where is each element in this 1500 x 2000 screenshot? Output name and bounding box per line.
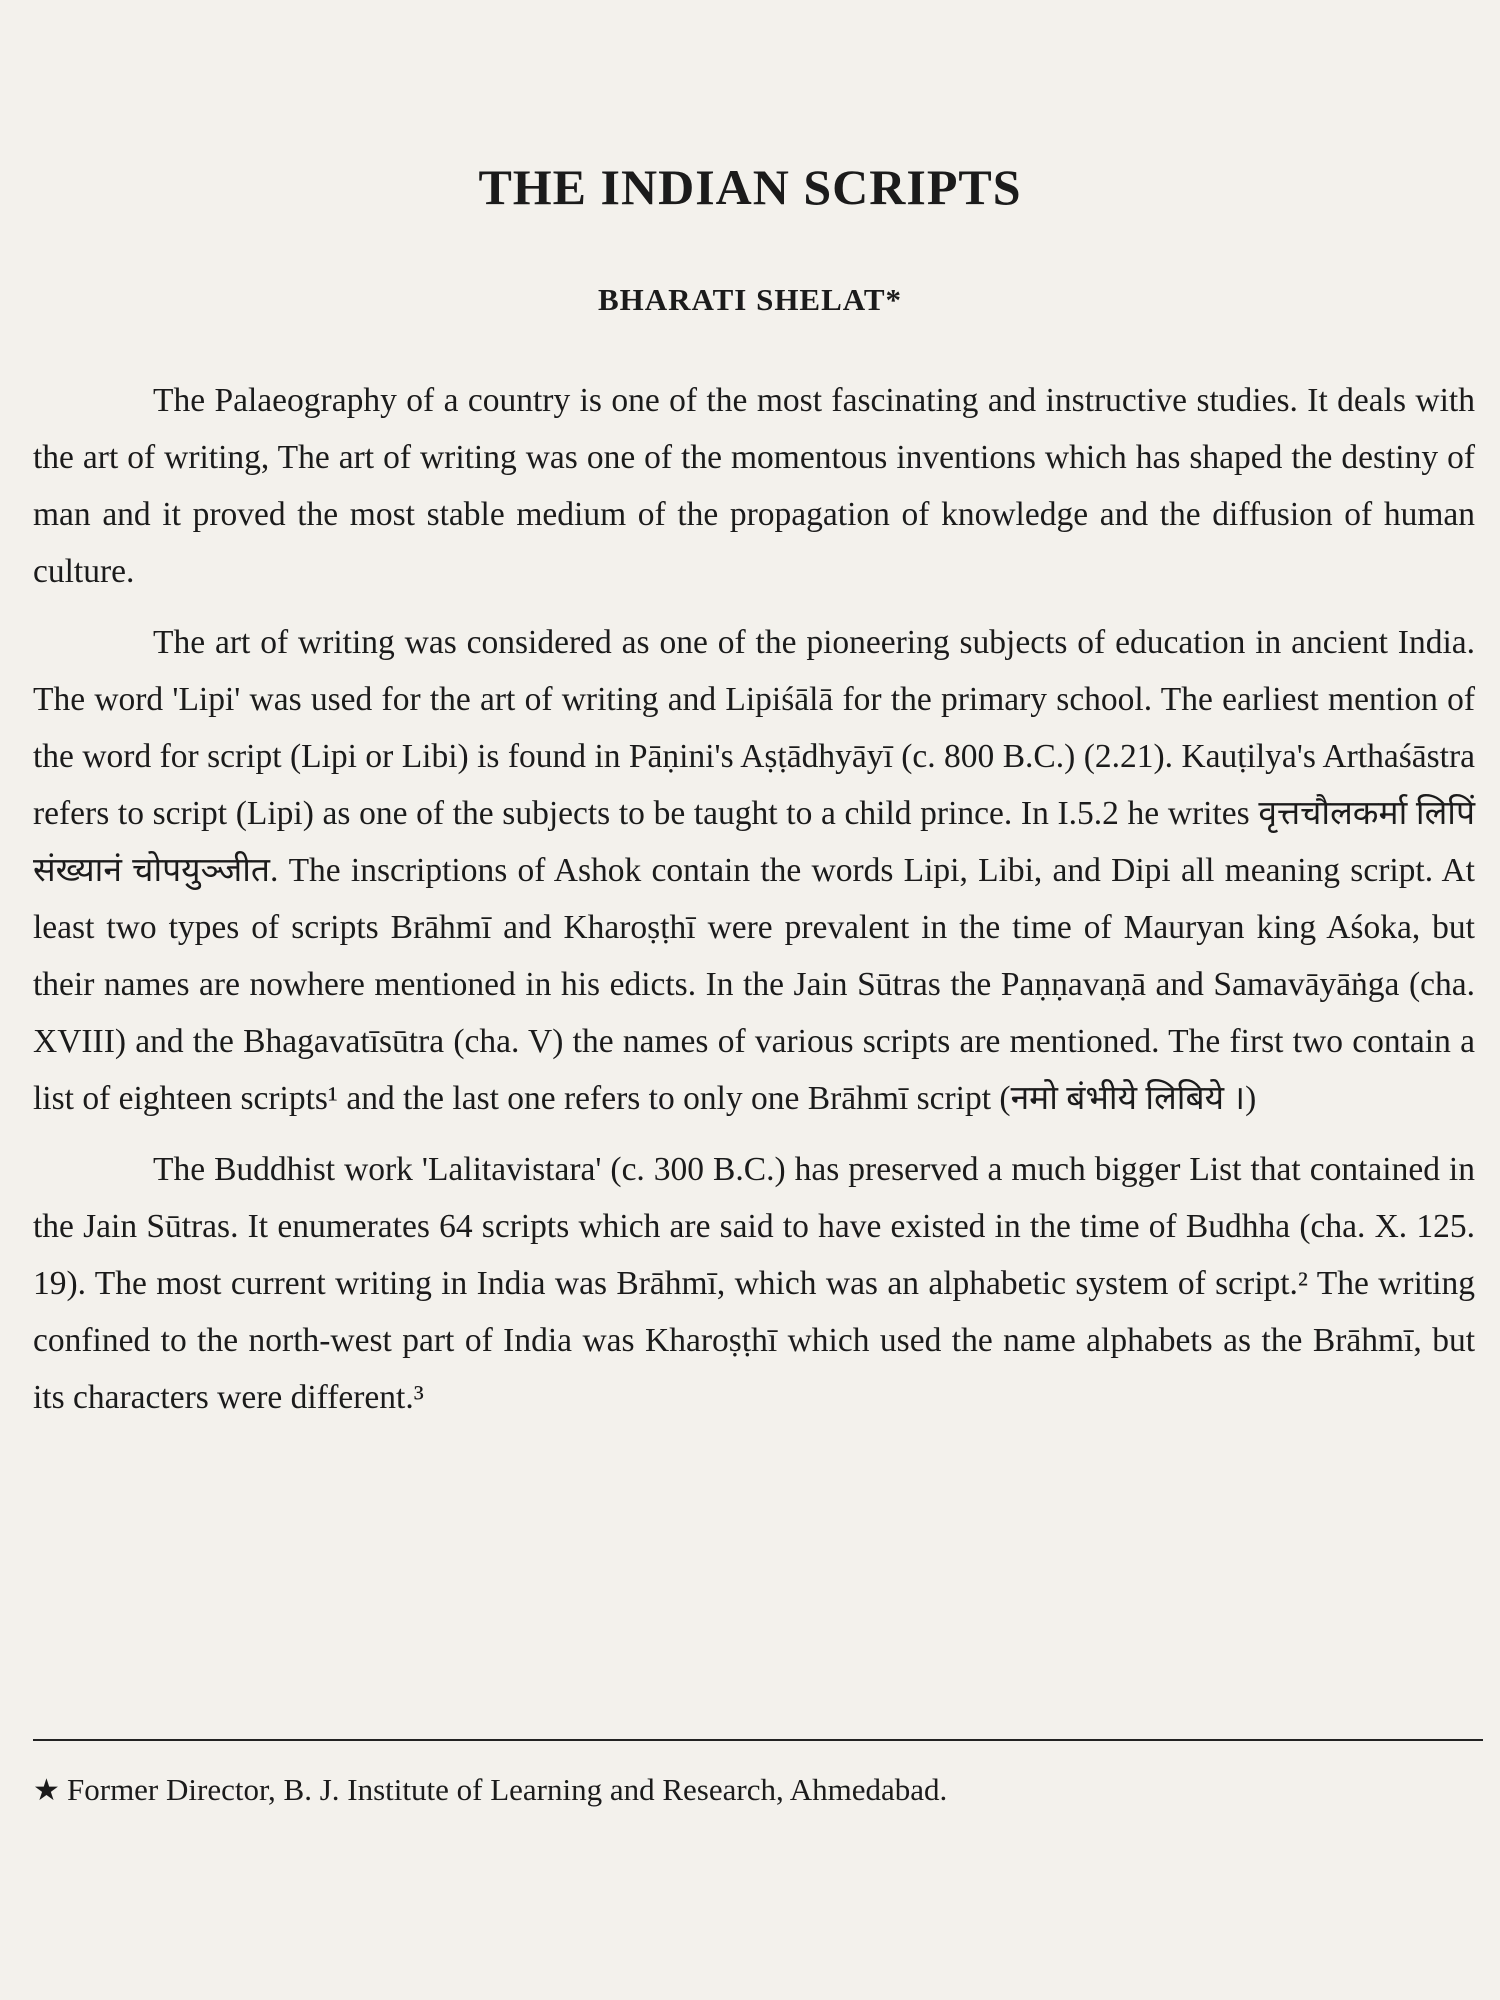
author-name: BHARATI SHELAT* [597,282,903,317]
article-body [33,372,1475,1426]
footnote [33,1772,1473,1808]
paragraph-2: The art of writing was considered as one of the pioneering subjects of education in ancient India. The word 'Lipi' was used for the art of writing and Lipiśālā for the primary school. The earliest mention of the word for script (Lipi or Libi) is found in Pāṇini's Aṣṭādhyāyī (c. 800 B.C.) (2.21). Kauṭilya's Arthaśāstra refers to script (Lipi) as one of the subjects to be taught to a child prince. In I.5.2 he writes वृत्तचौलकर्मा लिपिं संख्यानं चोपयुञ्जीत. The inscriptions of Ashok contain the words Lipi, Libi, and Dipi all meaning script. At least two types of scripts Brāhmī and Kharoṣṭhī were prevalent in the time of Mauryan king Aśoka, but their names are nowhere mentioned in his edicts. In the Jain Sūtras the Paṇṇavaṇā and Samavāyāṅga (cha. XVIII) and the Bhagavatīsūtra (cha. V) the names of various scripts are mentioned. The first two contain a list of eighteen scripts¹ and the last one refers to only one Brāhmī script (नमो बंभीये लिबिये ।) [33,624,1475,1117]
paragraph-3: The Buddhist work 'Lalitavistara' (c. 300 B.C.) has preserved a much bigger List that contained in the Jain Sūtras. It enumerates 64 scripts which are said to have existed in the time of Budhha (cha. X. 125. 19). The most current writing in India was Brāhmī, which was an alphabetic system of script.² The writing confined to the north-west part of India was Kharoṣṭhī which used the name alphabets as the Brāhmī, but its characters were different.³ [33,1151,1475,1416]
star-icon: ★ [33,1774,60,1807]
page-title: THE INDIAN SCRIPTS [478,159,1022,215]
footnote-divider [33,1739,1483,1741]
footnote-text: Former Director, B. J. Institute of Learning and Research, Ahmedabad. [67,1772,948,1807]
paragraph-1: The Palaeography of a country is one of the most fascinating and instructive studies. It deals with the art of writing, The art of writing was one of the momentous inventions which has shaped the destiny of man and it proved the most stable medium of the propagation of knowledge and the diffusion of human culture. [33,382,1475,590]
